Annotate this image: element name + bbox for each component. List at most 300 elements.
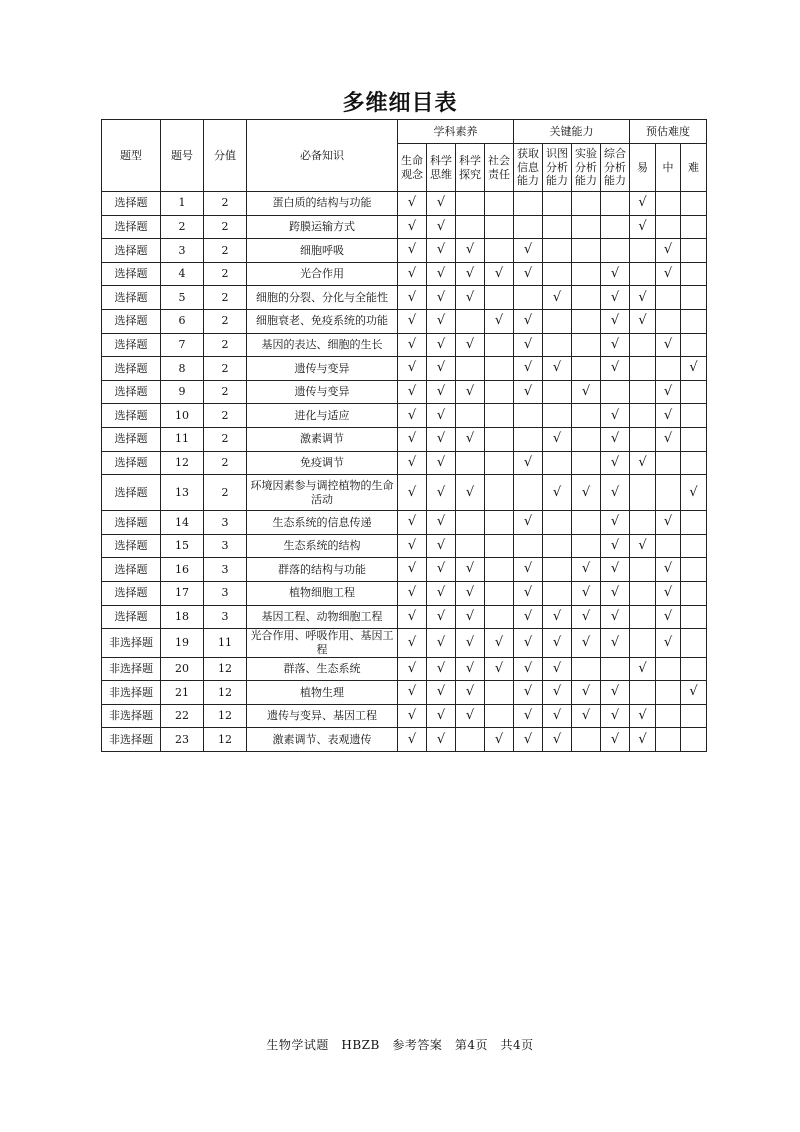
- check-mark: √: [427, 262, 456, 286]
- check-mark: √: [543, 629, 572, 658]
- empty-cell: [630, 404, 656, 428]
- check-mark: √: [485, 309, 514, 333]
- header-group-difficulty: 预估难度: [630, 120, 707, 144]
- empty-cell: [543, 558, 572, 582]
- check-mark: √: [601, 475, 630, 511]
- empty-cell: [601, 657, 630, 681]
- check-mark: √: [681, 475, 707, 511]
- check-mark: √: [543, 657, 572, 681]
- check-mark: √: [398, 427, 427, 451]
- cell-number: 2: [161, 215, 204, 239]
- check-mark: √: [398, 404, 427, 428]
- empty-cell: [656, 681, 681, 705]
- empty-cell: [681, 380, 707, 404]
- empty-cell: [681, 262, 707, 286]
- page-footer: 生物学试题 HBZB 参考答案 第4页 共4页: [266, 1038, 534, 1052]
- check-mark: √: [543, 728, 572, 752]
- table-row: [102, 262, 707, 286]
- check-mark: √: [427, 558, 456, 582]
- check-mark: √: [427, 657, 456, 681]
- empty-cell: [572, 286, 601, 310]
- cell-score: 12: [204, 728, 247, 752]
- check-mark: √: [656, 605, 681, 629]
- check-mark: √: [398, 333, 427, 357]
- check-mark: √: [514, 728, 543, 752]
- table-row: [102, 380, 707, 404]
- cell-knowledge: 基因工程、动物细胞工程: [247, 605, 398, 629]
- check-mark: √: [656, 511, 681, 535]
- header-sub-cell: 中: [656, 144, 681, 192]
- cell-score: 2: [204, 380, 247, 404]
- empty-cell: [543, 333, 572, 357]
- check-mark: √: [427, 309, 456, 333]
- cell-knowledge: 生态系统的结构: [247, 534, 398, 558]
- check-mark: √: [398, 192, 427, 216]
- table-row: [102, 475, 707, 511]
- check-mark: √: [514, 581, 543, 605]
- empty-cell: [656, 286, 681, 310]
- cell-type: 非选择题: [102, 728, 161, 752]
- empty-cell: [630, 427, 656, 451]
- check-mark: √: [601, 357, 630, 381]
- empty-cell: [572, 309, 601, 333]
- empty-cell: [543, 404, 572, 428]
- cell-knowledge: 蛋白质的结构与功能: [247, 192, 398, 216]
- cell-type: 选择题: [102, 534, 161, 558]
- check-mark: √: [427, 629, 456, 658]
- empty-cell: [543, 534, 572, 558]
- cell-type: 选择题: [102, 605, 161, 629]
- cell-type: 选择题: [102, 309, 161, 333]
- check-mark: √: [427, 239, 456, 263]
- check-mark: √: [427, 451, 456, 475]
- check-mark: √: [601, 333, 630, 357]
- empty-cell: [681, 629, 707, 658]
- empty-cell: [656, 728, 681, 752]
- empty-cell: [485, 704, 514, 728]
- check-mark: √: [543, 605, 572, 629]
- check-mark: √: [427, 581, 456, 605]
- table-row: [102, 728, 707, 752]
- check-mark: √: [398, 657, 427, 681]
- empty-cell: [514, 475, 543, 511]
- empty-cell: [514, 534, 543, 558]
- cell-score: 2: [204, 215, 247, 239]
- check-mark: √: [514, 262, 543, 286]
- empty-cell: [656, 704, 681, 728]
- cell-type: 选择题: [102, 215, 161, 239]
- check-mark: √: [398, 704, 427, 728]
- table-row: [102, 605, 707, 629]
- cell-number: 1: [161, 192, 204, 216]
- cell-knowledge: 细胞的分裂、分化与全能性: [247, 286, 398, 310]
- cell-number: 21: [161, 681, 204, 705]
- check-mark: √: [656, 558, 681, 582]
- empty-cell: [630, 380, 656, 404]
- cell-type: 非选择题: [102, 657, 161, 681]
- empty-cell: [630, 681, 656, 705]
- empty-cell: [681, 704, 707, 728]
- cell-number: 10: [161, 404, 204, 428]
- cell-type: 选择题: [102, 380, 161, 404]
- cell-score: 2: [204, 333, 247, 357]
- check-mark: √: [630, 657, 656, 681]
- cell-knowledge: 光合作用、呼吸作用、基因工程: [247, 629, 398, 658]
- check-mark: √: [514, 333, 543, 357]
- check-mark: √: [456, 681, 485, 705]
- cell-score: 3: [204, 605, 247, 629]
- empty-cell: [456, 309, 485, 333]
- cell-type: 选择题: [102, 357, 161, 381]
- empty-cell: [456, 192, 485, 216]
- check-mark: √: [398, 380, 427, 404]
- empty-cell: [485, 581, 514, 605]
- header-group-literacy: 学科素养: [398, 120, 514, 144]
- check-mark: √: [681, 681, 707, 705]
- cell-score: 2: [204, 239, 247, 263]
- check-mark: √: [543, 704, 572, 728]
- empty-cell: [656, 657, 681, 681]
- check-mark: √: [601, 605, 630, 629]
- table-row: [102, 239, 707, 263]
- empty-cell: [681, 215, 707, 239]
- check-mark: √: [398, 239, 427, 263]
- cell-type: 选择题: [102, 558, 161, 582]
- cell-score: 3: [204, 534, 247, 558]
- empty-cell: [681, 534, 707, 558]
- empty-cell: [572, 333, 601, 357]
- check-mark: √: [572, 581, 601, 605]
- check-mark: √: [427, 511, 456, 535]
- empty-cell: [543, 309, 572, 333]
- table-header-row-1: [102, 120, 707, 144]
- check-mark: √: [572, 605, 601, 629]
- empty-cell: [514, 286, 543, 310]
- empty-cell: [485, 681, 514, 705]
- cell-type: 选择题: [102, 239, 161, 263]
- empty-cell: [656, 451, 681, 475]
- empty-cell: [630, 629, 656, 658]
- empty-cell: [630, 581, 656, 605]
- empty-cell: [572, 192, 601, 216]
- cell-score: 3: [204, 511, 247, 535]
- empty-cell: [514, 192, 543, 216]
- cell-number: 23: [161, 728, 204, 752]
- cell-knowledge: 免疫调节: [247, 451, 398, 475]
- cell-number: 14: [161, 511, 204, 535]
- empty-cell: [630, 511, 656, 535]
- check-mark: √: [514, 451, 543, 475]
- check-mark: √: [572, 475, 601, 511]
- empty-cell: [543, 451, 572, 475]
- check-mark: √: [398, 581, 427, 605]
- empty-cell: [456, 451, 485, 475]
- empty-cell: [514, 215, 543, 239]
- cell-type: 选择题: [102, 404, 161, 428]
- cell-knowledge: 光合作用: [247, 262, 398, 286]
- table-row: [102, 451, 707, 475]
- empty-cell: [456, 404, 485, 428]
- empty-cell: [656, 215, 681, 239]
- empty-cell: [630, 239, 656, 263]
- empty-cell: [630, 558, 656, 582]
- cell-score: 2: [204, 404, 247, 428]
- check-mark: √: [656, 262, 681, 286]
- specification-table: [101, 119, 707, 752]
- cell-number: 8: [161, 357, 204, 381]
- cell-number: 5: [161, 286, 204, 310]
- header-sub-cell: 易: [630, 144, 656, 192]
- cell-knowledge: 细胞衰老、免疫系统的功能: [247, 309, 398, 333]
- header-sub-cell: 实验分析能力: [572, 144, 601, 192]
- check-mark: √: [427, 681, 456, 705]
- empty-cell: [656, 192, 681, 216]
- check-mark: √: [514, 704, 543, 728]
- empty-cell: [485, 534, 514, 558]
- check-mark: √: [601, 704, 630, 728]
- table-row: [102, 427, 707, 451]
- empty-cell: [681, 728, 707, 752]
- cell-type: 选择题: [102, 286, 161, 310]
- empty-cell: [456, 215, 485, 239]
- empty-cell: [656, 534, 681, 558]
- empty-cell: [572, 427, 601, 451]
- check-mark: √: [398, 451, 427, 475]
- empty-cell: [543, 511, 572, 535]
- check-mark: √: [543, 475, 572, 511]
- check-mark: √: [514, 558, 543, 582]
- empty-cell: [485, 558, 514, 582]
- cell-score: 2: [204, 427, 247, 451]
- check-mark: √: [514, 657, 543, 681]
- check-mark: √: [427, 704, 456, 728]
- check-mark: √: [630, 309, 656, 333]
- empty-cell: [572, 239, 601, 263]
- check-mark: √: [630, 451, 656, 475]
- table-row: [102, 629, 707, 658]
- empty-cell: [681, 286, 707, 310]
- check-mark: √: [630, 534, 656, 558]
- empty-cell: [572, 404, 601, 428]
- cell-number: 13: [161, 475, 204, 511]
- check-mark: √: [656, 427, 681, 451]
- check-mark: √: [656, 333, 681, 357]
- check-mark: √: [630, 192, 656, 216]
- cell-score: 12: [204, 681, 247, 705]
- empty-cell: [485, 333, 514, 357]
- cell-score: 2: [204, 262, 247, 286]
- check-mark: √: [572, 704, 601, 728]
- cell-score: 3: [204, 558, 247, 582]
- empty-cell: [543, 192, 572, 216]
- check-mark: √: [398, 728, 427, 752]
- cell-number: 11: [161, 427, 204, 451]
- check-mark: √: [398, 629, 427, 658]
- cell-knowledge: 遗传与变异、基因工程: [247, 704, 398, 728]
- header-sub-cell: 社会责任: [485, 144, 514, 192]
- empty-cell: [572, 728, 601, 752]
- header-sub-cell: 难: [681, 144, 707, 192]
- empty-cell: [681, 581, 707, 605]
- check-mark: √: [398, 681, 427, 705]
- empty-cell: [681, 511, 707, 535]
- check-mark: √: [656, 629, 681, 658]
- cell-score: 2: [204, 475, 247, 511]
- cell-type: 选择题: [102, 262, 161, 286]
- check-mark: √: [427, 380, 456, 404]
- check-mark: √: [656, 404, 681, 428]
- empty-cell: [485, 451, 514, 475]
- check-mark: √: [398, 475, 427, 511]
- check-mark: √: [485, 262, 514, 286]
- check-mark: √: [601, 681, 630, 705]
- empty-cell: [485, 239, 514, 263]
- check-mark: √: [601, 629, 630, 658]
- empty-cell: [485, 215, 514, 239]
- check-mark: √: [398, 534, 427, 558]
- cell-score: 3: [204, 581, 247, 605]
- check-mark: √: [543, 286, 572, 310]
- check-mark: √: [572, 380, 601, 404]
- header-sub-cell: 获取信息能力: [514, 144, 543, 192]
- cell-number: 15: [161, 534, 204, 558]
- empty-cell: [543, 380, 572, 404]
- check-mark: √: [601, 451, 630, 475]
- cell-knowledge: 激素调节、表观遗传: [247, 728, 398, 752]
- empty-cell: [572, 357, 601, 381]
- empty-cell: [514, 404, 543, 428]
- cell-knowledge: 植物生理: [247, 681, 398, 705]
- check-mark: √: [456, 581, 485, 605]
- check-mark: √: [427, 333, 456, 357]
- empty-cell: [543, 239, 572, 263]
- cell-knowledge: 遗传与变异: [247, 380, 398, 404]
- header-number: 题号: [161, 120, 204, 192]
- empty-cell: [656, 309, 681, 333]
- table-row: [102, 657, 707, 681]
- empty-cell: [485, 192, 514, 216]
- cell-type: 选择题: [102, 192, 161, 216]
- check-mark: √: [630, 728, 656, 752]
- check-mark: √: [427, 404, 456, 428]
- check-mark: √: [456, 239, 485, 263]
- cell-type: 选择题: [102, 475, 161, 511]
- check-mark: √: [514, 357, 543, 381]
- empty-cell: [630, 475, 656, 511]
- check-mark: √: [572, 629, 601, 658]
- cell-knowledge: 环境因素参与调控植物的生命活动: [247, 475, 398, 511]
- cell-score: 2: [204, 451, 247, 475]
- check-mark: √: [656, 239, 681, 263]
- cell-number: 4: [161, 262, 204, 286]
- empty-cell: [485, 380, 514, 404]
- empty-cell: [630, 357, 656, 381]
- cell-knowledge: 植物细胞工程: [247, 581, 398, 605]
- empty-cell: [572, 657, 601, 681]
- cell-number: 9: [161, 380, 204, 404]
- cell-number: 17: [161, 581, 204, 605]
- check-mark: √: [427, 605, 456, 629]
- check-mark: √: [485, 657, 514, 681]
- empty-cell: [601, 192, 630, 216]
- check-mark: √: [601, 286, 630, 310]
- empty-cell: [681, 605, 707, 629]
- check-mark: √: [485, 629, 514, 658]
- table-body: [102, 192, 707, 752]
- table-row: [102, 511, 707, 535]
- table-row: [102, 704, 707, 728]
- check-mark: √: [456, 262, 485, 286]
- page-title: 多维细目表: [342, 91, 458, 116]
- cell-knowledge: 遗传与变异: [247, 357, 398, 381]
- cell-number: 7: [161, 333, 204, 357]
- cell-type: 选择题: [102, 581, 161, 605]
- cell-type: 选择题: [102, 427, 161, 451]
- check-mark: √: [543, 427, 572, 451]
- empty-cell: [681, 657, 707, 681]
- empty-cell: [485, 427, 514, 451]
- check-mark: √: [427, 475, 456, 511]
- empty-cell: [681, 558, 707, 582]
- check-mark: √: [427, 192, 456, 216]
- cell-knowledge: 跨膜运输方式: [247, 215, 398, 239]
- cell-knowledge: 群落的结构与功能: [247, 558, 398, 582]
- check-mark: √: [601, 404, 630, 428]
- check-mark: √: [456, 558, 485, 582]
- empty-cell: [630, 333, 656, 357]
- cell-type: 非选择题: [102, 629, 161, 658]
- cell-type: 选择题: [102, 451, 161, 475]
- check-mark: √: [601, 581, 630, 605]
- cell-score: 11: [204, 629, 247, 658]
- cell-number: 19: [161, 629, 204, 658]
- empty-cell: [681, 239, 707, 263]
- check-mark: √: [601, 427, 630, 451]
- empty-cell: [656, 357, 681, 381]
- empty-cell: [681, 404, 707, 428]
- check-mark: √: [543, 681, 572, 705]
- cell-type: 选择题: [102, 333, 161, 357]
- header-sub-cell: 生命观念: [398, 144, 427, 192]
- cell-score: 2: [204, 309, 247, 333]
- check-mark: √: [514, 309, 543, 333]
- table-row: [102, 215, 707, 239]
- check-mark: √: [456, 629, 485, 658]
- check-mark: √: [456, 427, 485, 451]
- empty-cell: [543, 215, 572, 239]
- header-sub-cell: 综合分析能力: [601, 144, 630, 192]
- check-mark: √: [601, 534, 630, 558]
- check-mark: √: [485, 728, 514, 752]
- empty-cell: [485, 605, 514, 629]
- table-row: [102, 581, 707, 605]
- empty-cell: [681, 451, 707, 475]
- check-mark: √: [514, 681, 543, 705]
- header-type: 题型: [102, 120, 161, 192]
- check-mark: √: [456, 286, 485, 310]
- cell-number: 3: [161, 239, 204, 263]
- check-mark: √: [427, 534, 456, 558]
- table-row: [102, 309, 707, 333]
- cell-knowledge: 群落、生态系统: [247, 657, 398, 681]
- cell-score: 2: [204, 192, 247, 216]
- check-mark: √: [456, 380, 485, 404]
- empty-cell: [572, 511, 601, 535]
- empty-cell: [485, 357, 514, 381]
- empty-cell: [543, 581, 572, 605]
- cell-score: 12: [204, 657, 247, 681]
- check-mark: √: [427, 357, 456, 381]
